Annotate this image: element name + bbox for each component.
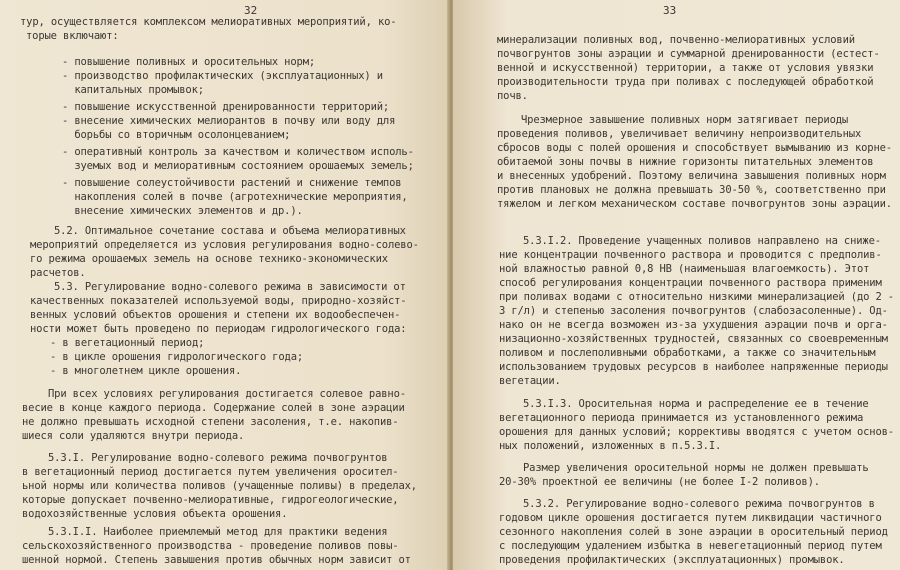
right-page (453, 0, 900, 570)
text-line: тяжелом и легком механическом составе почвогрунтов зоны аэрации. (497, 198, 892, 210)
text-line: - в цикле орошения гидрологического года; (50, 351, 304, 363)
text-line: проведения поливов, увеличивает величину непроизводительных (497, 128, 862, 140)
text-line: 5.3.I.I. Наиболее приемлемый метод для практики ведения (48, 526, 388, 538)
text-line: водохозяйственные условия объекта орошения. (22, 508, 288, 520)
text-line: минерализации поливных вод, почвенно-мелиоративных условий (497, 34, 855, 46)
text-line: ных положений, изложенных в п.5.3.I. (499, 440, 722, 452)
text-line: зуемых вод и мелиоративным состоянием орошаемых земель; (62, 160, 414, 172)
text-line: сбросов воды с полей орошения и способствует вымыванию из корне- (497, 142, 892, 154)
text-line: шиеся соли удаляются внутри периода. (22, 430, 245, 442)
text-line: не должно превышать исходной степени засоления, т.е. накопив- (22, 416, 399, 428)
text-line: в вегетационный период достигается путем увеличения оросител- (22, 466, 399, 478)
text-line: - повышение поливных и оросительных норм; (62, 56, 316, 68)
text-line: с последующим удалением избытка в невегетационный период путем (499, 540, 882, 552)
text-line: 5.2. Оптимальное сочетание состава и объема мелиоративных (54, 225, 406, 237)
text-line: борьбы со вторичным осолонцеванием; (62, 129, 291, 141)
text-line: которые допускает почвенно-мелиоративные, гидрогеологические, (22, 494, 399, 506)
text-line: торые включают: (26, 30, 119, 42)
text-line: капитальных промывок; (62, 84, 204, 96)
text-line: проведения профилактических (эксплуатационных) промывок. (499, 554, 845, 566)
text-line: расчетов. (30, 267, 86, 279)
text-line: обитаемой зоны почвы в нижние горизонты питательных элементов (497, 156, 874, 168)
text-line: 20-30% проектной ее величины (не более I-2 поливов). (499, 476, 820, 488)
text-line: производительности труда при поливах с последующей обработкой (497, 76, 874, 88)
text-line: Чрезмерное завышение поливных норм затягивает периоды (521, 114, 849, 126)
text-line: вегетации. (499, 375, 561, 387)
text-line: 5.3. Регулирование водно-солевого режима в зависимости от (54, 281, 406, 293)
text-line: ьной нормы или количества поливов (учащенные поливы) в пределах, (22, 480, 417, 492)
text-line: низационно-хозяйственных трудностей, связанных со своевременным (499, 333, 888, 345)
text-line: вегетационного периода принимается из установленного режима (499, 412, 864, 424)
text-line: Размер увеличения оросительной нормы не должен превышать (523, 462, 869, 474)
text-line: ной влажностью равной 0,8 НВ (наименьшая влагоемкость). Этот (499, 263, 870, 275)
text-line: сезонного накопления солей в зоне аэрации в оросительный период (499, 526, 888, 538)
text-line: накопления солей в почве (агротехнические мероприятия, (62, 191, 408, 203)
text-line: шенной нормой. Степень завышения против обычных норм зависит от (22, 554, 411, 566)
text-line: и внесенных удобрений. Поэтому величина завышения поливных норм (497, 170, 886, 182)
text-line: качественных показателей используемой воды, природно-хозяйст- (30, 295, 407, 307)
text-line: использованием трудовых ресурсов в наиболее напряженные периоды (499, 361, 888, 373)
text-line: - в многолетнем цикле орошения. (50, 365, 242, 377)
text-line: почвогрунтов зоны аэрации и суммарной дренированности (естест- (497, 48, 880, 60)
text-line: мероприятий определяется из условия регулирования водно-солево- (30, 239, 419, 251)
text-line: поливом и послеполивными обработками, а также со значительным (499, 347, 876, 359)
text-line: - производство профилактических (эксплуатационных) и (62, 70, 383, 82)
text-line: венных условий объектов орошения и степени их водообеспечен- (30, 309, 401, 321)
text-line: При всех условиях регулирования достигается солевое равно- (48, 388, 406, 400)
text-line: 5.3.I.3. Оросительная норма и распределение ее в течение (523, 398, 869, 410)
text-line: нако он не всегда возможен из-за ухудшения аэрации почв и орга- (499, 319, 888, 331)
text-line: ности может быть проведено по периодам гидрологического года: (30, 323, 407, 335)
text-line: - внесение химических мелиорантов в почву или воду для (62, 115, 396, 127)
text-line: венной и искусственной) территории, а также от условия увязки (497, 62, 874, 74)
text-line: - повышение искусственной дренированности территорий; (62, 101, 390, 113)
text-line: - оперативный контроль за качеством и количеством исполь- (62, 146, 414, 158)
text-line: го режима орошаемых земель на основе технико-экономических (30, 253, 388, 265)
text-line: 5.3.2. Регулирование водно-солевого режима почвогрунтов в (523, 498, 875, 510)
text-line: 5.3.I.2. Проведение учащенных поливов направлено на сниже- (523, 235, 881, 247)
text-line: способ регулирования концентрации почвенного раствора применим (499, 277, 882, 289)
text-line: сельскохозяйственного производства - проведение поливов повы- (22, 540, 399, 552)
text-line: 5.3.I. Регулирование водно-солевого режима почвогрунтов (48, 452, 388, 464)
text-line: - повышение солеустойчивости растений и снижение темпов (62, 177, 402, 189)
text-line: годовом цикле орошения достигается путем ликвидации частичного (499, 512, 882, 524)
left-page (0, 0, 449, 570)
text-line: тур, осуществляется комплексом мелиоративных мероприятий, ко- (20, 16, 397, 28)
text-line: орошения для данных условий; коррективы вводятся с учетом основ- (499, 426, 894, 438)
page-number: 32 (244, 4, 258, 17)
text-line: при поливах водами с относительно низкими минерализацией (до 2 - (499, 291, 894, 303)
text-line: 3 г/л) и степенью засоления почвогрунтов (слабозасоленные). Од- (499, 305, 888, 317)
text-line: весие в конце каждого периода. Содержание солей в зоне аэрации (22, 402, 405, 414)
text-line: почв. (497, 90, 528, 102)
text-line: - в вегетационный период; (50, 337, 205, 349)
text-line: против плановых не должна превышать 30-50 %, соответственно при (497, 184, 886, 196)
text-line: внесение химических элементов и др.). (62, 205, 303, 217)
text-line: ние концентрации почвенного раствора и проводится с предполив- (499, 249, 882, 261)
page-number: 33 (663, 4, 677, 17)
